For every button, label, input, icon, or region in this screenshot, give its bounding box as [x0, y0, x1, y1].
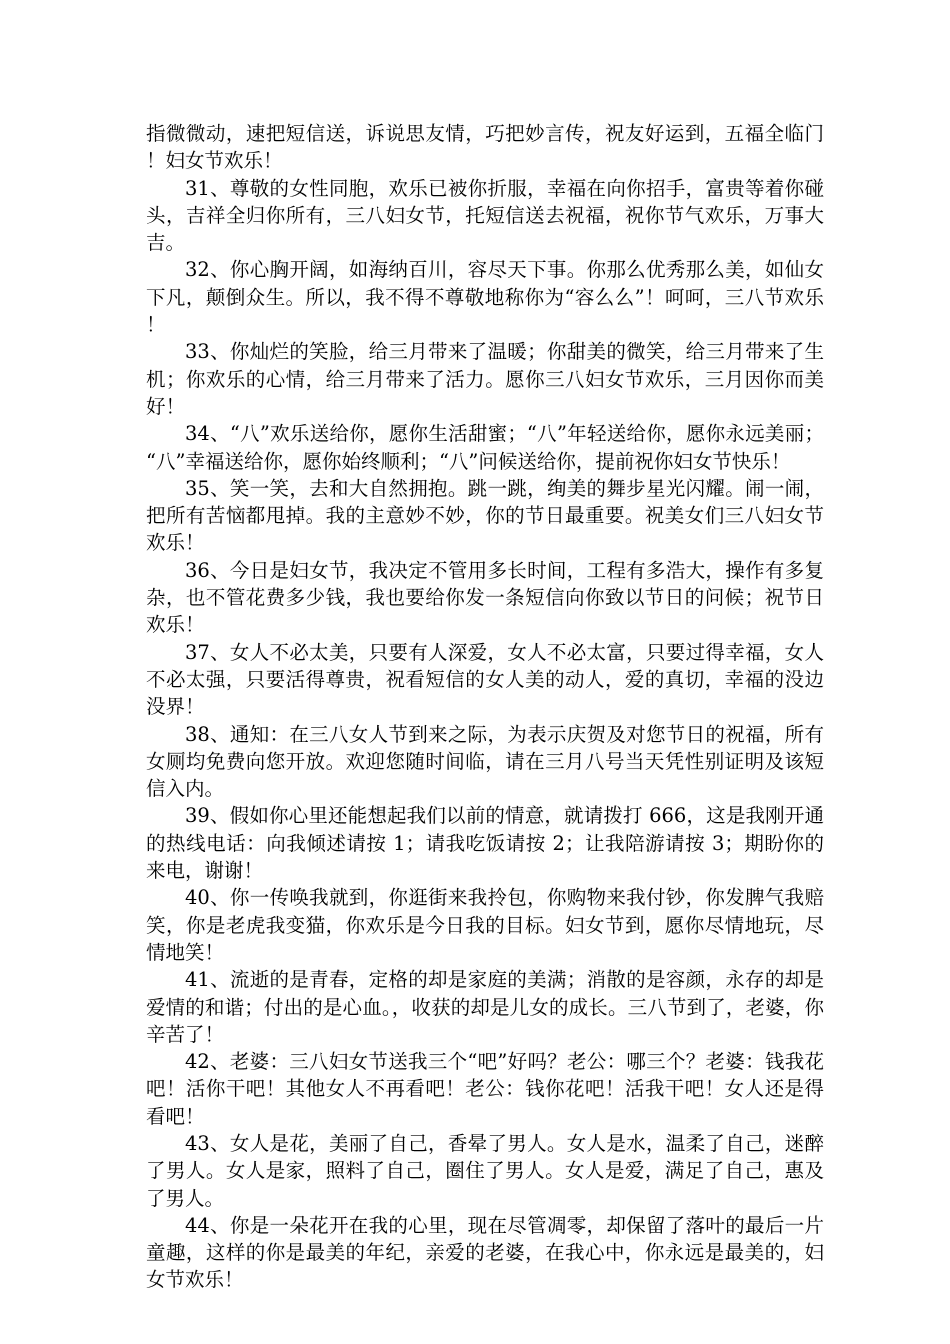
paragraph-43: 43、女人是花，美丽了自己，香晕了男人。女人是水，温柔了自己，迷醉了男人。女人是家，照料了自己，圈住了男人。女人是爱，满足了自己，惠及了男人。 [146, 1131, 824, 1210]
paragraph-33: 33、你灿烂的笑脸，给三月带来了温暖；你甜美的微笑，给三月带来了生机；你欢乐的心情，给三月带来了活力。愿你三八妇女节欢乐，三月因你而美好！ [146, 340, 824, 418]
paragraph-37: 37、女人不必太美，只要有人深爱，女人不必太富，只要过得幸福，女人不必太强，只要活得尊贵，祝看短信的女人美的动人，爱的真切，幸福的没边没界！ [146, 640, 824, 719]
paragraph-42: 42、老婆：三八妇女节送我三个“吧”好吗？老公：哪三个？老婆：钱我花吧！活你干吧！其他女人不再看吧！老公：钱你花吧！活我干吧！女人还是得看吧！ [146, 1050, 824, 1128]
paragraph-39: 39、假如你心里还能想起我们以前的情意，就请拨打 666，这是我刚开通的热线电话：向我倾述请按 1；请我吃饭请按 2；让我陪游请按 3；期盼你的来电，谢谢！ [146, 804, 824, 883]
document-body [146, 120, 824, 1294]
paragraph-31: 31、尊敬的女性同胞，欢乐已被你折服，幸福在向你招手，富贵等着你碰头，吉祥全归你所有，三八妇女节，托短信送去祝福，祝你节气欢乐，万事大吉。 [146, 176, 824, 255]
paragraph-32: 32、你心胸开阔，如海纳百川，容尽天下事。你那么优秀那么美，如仙女下凡，颠倒众生。所以，我不得不尊敬地称你为“容么么”！呵呵，三八节欢乐！ [146, 258, 824, 337]
paragraph-44: 44、你是一朵花开在我的心里，现在尽管凋零，却保留了落叶的最后一片童趣，这样的你是最美的年纪，亲爱的老婆，在我心中，你永远是最美的，妇女节欢乐！ [146, 1213, 824, 1292]
paragraph-36: 36、今日是妇女节，我决定不管用多长时间，工程有多浩大，操作有多复杂，也不管花费多少钱，我也要给你发一条短信向你致以节日的问候；祝节日欢乐！ [146, 558, 824, 637]
paragraph-35: 35、笑一笑，去和大自然拥抱。跳一跳，绚美的舞步星光闪耀。闹一闹，把所有苦恼都甩掉。我的主意妙不妙，你的节日最重要。祝美女们三八妇女节欢乐！ [146, 476, 824, 555]
paragraph-38: 38、通知：在三八女人节到来之际，为表示庆贺及对您节日的祝福，所有女厕均免费向您开放。欢迎您随时间临，请在三月八号当天凭性别证明及该短信入内。 [146, 722, 824, 801]
paragraph-41: 41、流逝的是青春，定格的却是家庭的美满；消散的是容颜，永存的却是爱情的和谐；付出的是心血。，收获的却是儿女的成长。三八节到了，老婆，你辛苦了！ [146, 968, 824, 1046]
paragraph-40: 40、你一传唤我就到，你逛街来我拎包，你购物来我付钞，你发脾气我赔笑，你是老虎我变猫，你欢乐是今日我的目标。妇女节到，愿你尽情地玩，尽情地笑！ [146, 886, 824, 964]
paragraph-34: 34、“八”欢乐送给你，愿你生活甜蜜；“八”年轻送给你，愿你永远美丽；“八”幸福送给你，愿你始终顺利；“八”问候送给你，提前祝你妇女节快乐！ [146, 422, 824, 473]
paragraph-continuation: 指微微动，速把短信送，诉说思友情，巧把妙言传，祝友好运到，五福全临门！妇女节欢乐！ [146, 122, 824, 173]
